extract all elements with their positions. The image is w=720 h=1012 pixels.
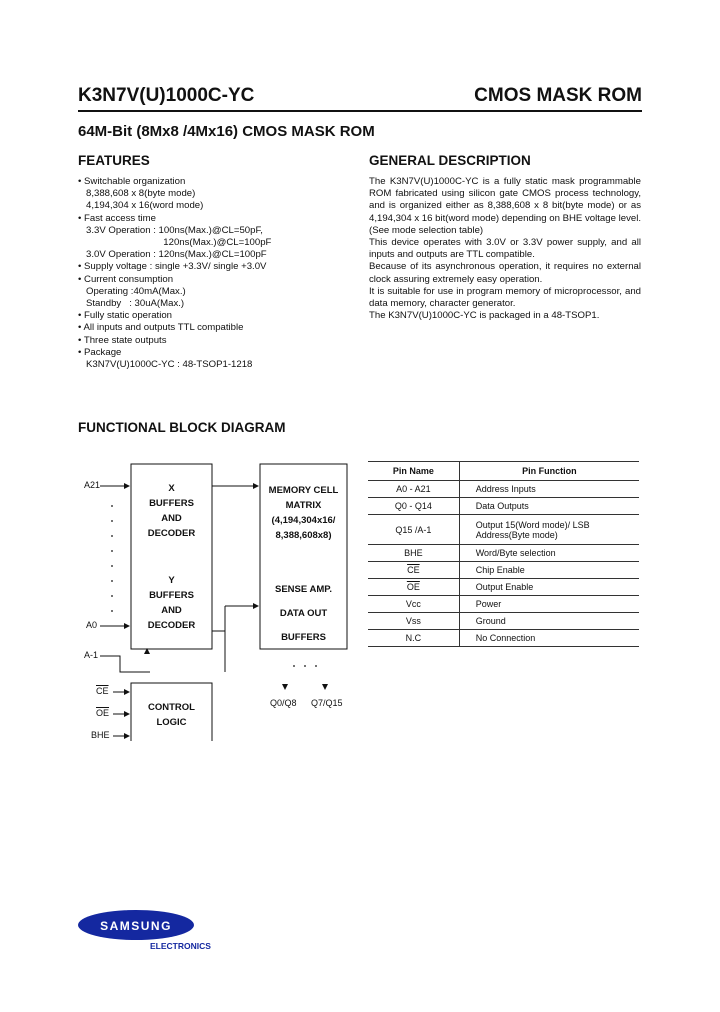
pin-name: A0 - A21 [368, 481, 459, 498]
pin-function: Power [459, 596, 639, 613]
signal-a-1: A-1 [84, 650, 99, 660]
control-block-line: CONTROL [148, 702, 195, 713]
feature-line: 8,388,608 x 8(byte mode) [78, 188, 196, 200]
memory-cell-label [260, 483, 347, 543]
sense-block-line: DATA OUT [279, 608, 328, 619]
table-row [368, 613, 639, 630]
y-block-line: BUFFERS [149, 590, 194, 601]
table-row [368, 630, 639, 647]
feature-line: • Fast access time [78, 212, 156, 224]
feature-line: Standby : 30uA(Max.) [78, 298, 185, 310]
x-block-line: BUFFERS [149, 498, 194, 509]
x-decoder-label [131, 481, 212, 541]
memory-block-line: MEMORY CELL [268, 485, 339, 496]
table-row [368, 596, 639, 613]
pin-name: Vcc [368, 596, 459, 613]
feature-line: Operating :40mA(Max.) [78, 285, 186, 297]
pin-name: Q15 /A-1 [368, 515, 459, 545]
y-block-line: Y [168, 575, 175, 586]
pin-function: Chip Enable [459, 562, 639, 579]
x-block-line: AND [161, 513, 182, 524]
table-row [368, 579, 639, 596]
signal-a21: A21 [84, 480, 101, 490]
memory-block-line: MATRIX [285, 500, 322, 511]
output-ellipsis [293, 665, 317, 667]
feature-line: 4,194,304 x 16(word mode) [78, 200, 204, 212]
feature-line: 3.3V Operation : 100ns(Max.)@CL=50pF, [78, 224, 263, 236]
samsung-logo [76, 907, 216, 957]
table-header-row [368, 462, 639, 481]
diagram-heading: FUNCTIONAL BLOCK DIAGRAM [78, 420, 286, 435]
x-block-line: X [168, 483, 175, 494]
logo-division-text: ELECTRONICS [150, 941, 211, 951]
feature-line: • Fully static operation [78, 310, 173, 322]
output-q0-q8: Q0/Q8 [270, 698, 297, 708]
pin-name: N.C [368, 630, 459, 647]
description-heading: GENERAL DESCRIPTION [369, 153, 531, 168]
feature-line: • All inputs and outputs TTL compatible [78, 322, 244, 334]
feature-line: • Supply voltage : single +3.3V/ single +3.0V [78, 261, 267, 273]
feature-line: • Three state outputs [78, 334, 167, 346]
feature-line: • Current consumption [78, 273, 174, 285]
pin-name: $\overline{CE}$ [368, 562, 459, 579]
pin-function: Address Inputs [459, 481, 639, 498]
pin-name: Vss [368, 613, 459, 630]
sense-amp-label [260, 578, 347, 650]
sense-block-line: SENSE AMP. [274, 584, 333, 595]
table-row [368, 515, 639, 545]
feature-line: 120ns(Max.)@CL=100pF [78, 237, 272, 249]
pin-function: No Connection [459, 630, 639, 647]
y-decoder-label [131, 573, 212, 633]
pin-function: Data Outputs [459, 498, 639, 515]
part-number: K3N7V(U)1000C-YC [78, 85, 255, 106]
output-q7-q15: Q7/Q15 [311, 698, 343, 708]
pin-function: Ground [459, 613, 639, 630]
memory-block-line: (4,194,304x16/ [271, 515, 336, 526]
pin-name: BHE [368, 545, 459, 562]
signal-a0: A0 [86, 620, 98, 630]
signal-ce: $\overline{CE}$ [96, 686, 109, 696]
feature-line: 3.0V Operation : 120ns(Max.)@CL=100pF [78, 249, 267, 261]
description-paragraph: This device operates with 3.0V or 3.3V power supply, and all inputs and outputs are TTL compatible. [369, 237, 641, 261]
address-ellipsis [111, 505, 113, 612]
column-header-pin-name: Pin Name [368, 462, 459, 481]
pin-name: Q0 - Q14 [368, 498, 459, 515]
pin-function: Output Enable [459, 579, 639, 596]
description-paragraph: It is suitable for use in program memory of microprocessor, and data memory, character generator. [369, 285, 641, 310]
feature-line: • Switchable organization [78, 176, 186, 187]
product-type: CMOS MASK ROM [474, 85, 642, 106]
control-block-line: LOGIC [156, 717, 187, 728]
description-paragraph: The K3N7V(U)1000C-YC is a fully static mask programmable ROM fabricated using silicon gate CMOS process technology, and is organized either as 8,388,608 x 8 bit(byte mode) or as 4,194,304 x 16 bit(word mode) depending on BHE voltage level.(See mode selection table) [369, 176, 641, 236]
pin-function: Word/Byte selection [459, 545, 639, 562]
table-row [368, 498, 639, 515]
pin-table [368, 461, 639, 647]
x-block-line: DECODER [147, 528, 196, 539]
features-heading: FEATURES [78, 153, 150, 168]
signal-oe: $\overline{OE}$ [96, 708, 110, 718]
page-subtitle: 64M-Bit (8Mx8 /4Mx16) CMOS MASK ROM [78, 123, 375, 140]
output-arrow-q0 [282, 684, 288, 690]
column-header-pin-function: Pin Function [459, 462, 639, 481]
logo-brand-text: SAMSUNG [100, 919, 172, 933]
memory-block-line: 8,388,608x8) [275, 530, 332, 541]
pin-function: Output 15(Word mode)/ LSB Address(Byte mode) [459, 515, 639, 545]
output-arrow-q7 [322, 684, 328, 690]
feature-line: • Package [78, 346, 122, 358]
description-paragraph: Because of its asynchronous operation, it requires no external clock assuring extremely easy operation. [369, 261, 641, 285]
sense-block-line: BUFFERS [281, 632, 326, 643]
control-logic-label [131, 700, 212, 730]
table-row [368, 481, 639, 498]
description-paragraph: The K3N7V(U)1000C-YC is packaged in a 48-TSOP1. [369, 310, 600, 322]
table-row [368, 562, 639, 579]
signal-bhe: BHE [91, 730, 110, 740]
y-block-line: DECODER [147, 620, 196, 631]
pin-name: $\overline{OE}$ [368, 579, 459, 596]
table-row [368, 545, 639, 562]
y-block-line: AND [161, 605, 182, 616]
feature-line: K3N7V(U)1000C-YC : 48-TSOP1-1218 [78, 359, 253, 371]
